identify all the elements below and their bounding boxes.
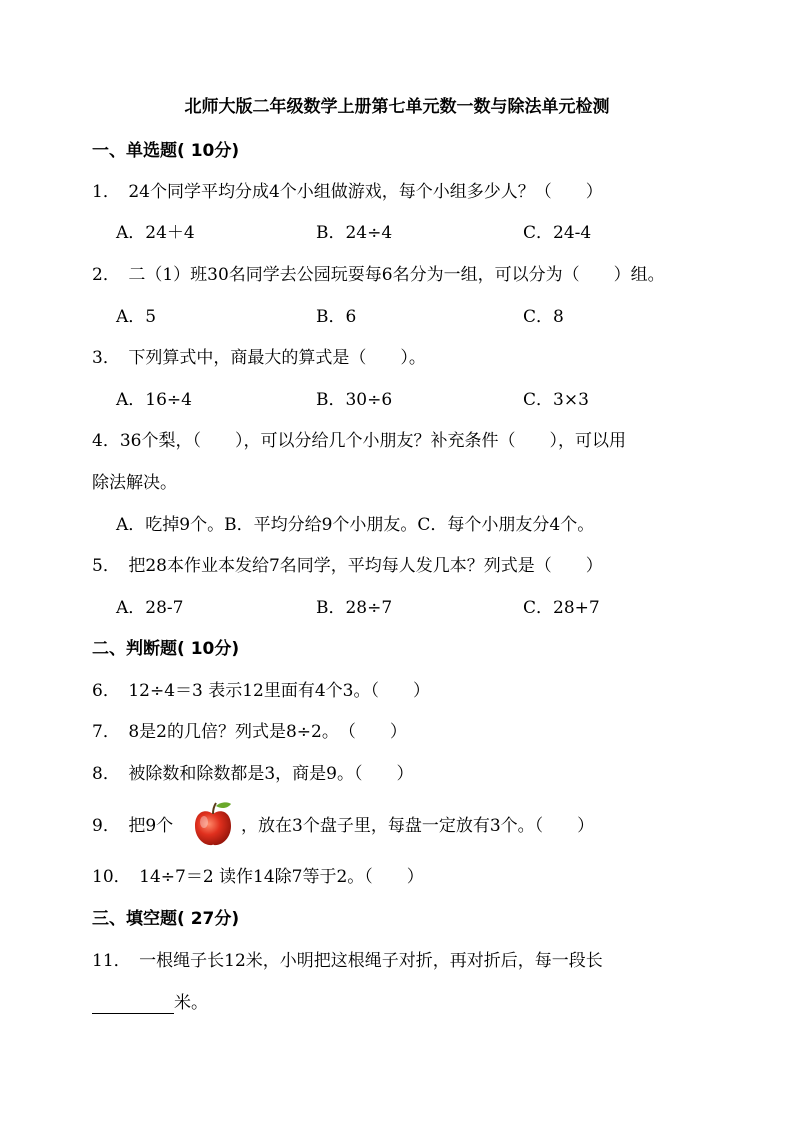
q2-option-a: A．5 [116,307,157,327]
q2-option-b: B．6 [316,307,357,327]
section-heading-true-false: 二、判断题( 10分) [92,639,240,659]
question-8: 8． 被除数和除数都是3，商是9。（ ） [92,764,414,784]
q5-option-a: A．28-7 [116,598,184,618]
question-11-line-1: 11． 一根绳子长12米，小明把这根绳子对折，再对折后，每一段长 [92,951,603,971]
q1-option-b: B．24÷4 [316,223,393,243]
question-4-line-2: 除法解决。 [92,473,177,493]
question-4-line-1: 4．36个梨，（ ），可以分给几个小朋友？补充条件（ ），可以用 [92,431,626,451]
answer-blank[interactable] [92,997,174,1014]
q5-option-c: C．28+7 [523,598,600,618]
q3-option-b: B．30÷6 [316,390,393,410]
question-9-after: ，放在3个盘子里，每盘一定放有3个。（ ） [241,816,595,836]
question-11-unit: 米。 [174,993,208,1013]
question-9-before: 9． 把9个 [92,816,174,836]
section-heading-fill-blank: 三、填空题( 27分) [92,909,240,929]
question-11-line-2 [92,992,208,1014]
question-1: 1． 24个同学平均分成4个小组做游戏，每个小组多少人？（ ） [92,182,603,202]
q5-option-b: B．28÷7 [316,598,393,618]
q3-option-a: A．16÷4 [116,390,192,410]
question-2: 2． 二（1）班30名同学去公园玩耍每6名分为一组，可以分为（ ）组。 [92,265,665,285]
question-3: 3． 下列算式中，商最大的算式是（ ）。 [92,348,426,368]
question-10: 10． 14÷7＝2 读作14除7等于2。（ ） [92,867,424,887]
q1-option-c: C．24-4 [523,223,592,243]
apple-icon [191,800,235,848]
question-7: 7． 8是2的几倍？列式是8÷2。 （ ） [92,722,407,742]
question-6: 6． 12÷4＝3 表示12里面有4个3。（ ） [92,681,430,701]
page-title: 北师大版二年级数学上册第七单元数一数与除法单元检测 [184,97,610,117]
q4-options: A．吃掉9个。B．平均分给9个小朋友。C．每个小朋友分4个。 [116,515,595,535]
q1-option-a: A．24＋4 [116,223,195,243]
q2-option-c: C．8 [523,307,564,327]
q3-option-c: C．3×3 [523,390,589,410]
question-5: 5． 把28本作业本发给7名同学，平均每人发几本？列式是（ ） [92,556,603,576]
section-heading-single-choice: 一、单选题( 10分) [92,141,240,161]
